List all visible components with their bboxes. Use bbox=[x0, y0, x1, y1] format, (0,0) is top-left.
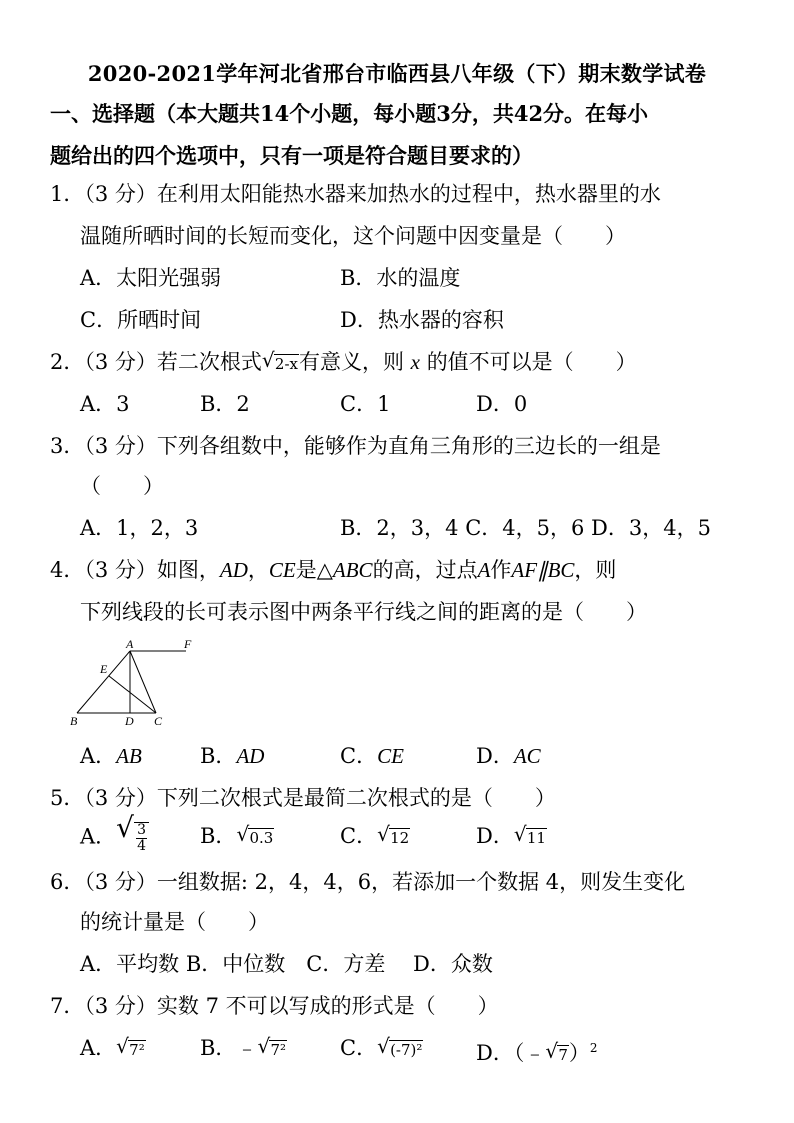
section-heading-line1: 一、选择题（本大题共14个小题，每小题3分，共42分。在每小 bbox=[50, 101, 649, 126]
q4-option-c bbox=[340, 742, 404, 770]
q4-text-e: 是△ bbox=[295, 558, 333, 582]
q6-stem-line2: 的统计量是（ ） bbox=[80, 910, 269, 934]
q3-options-bcd: B．2，3，4 C．4，5，6 D．3，4，5 bbox=[340, 516, 711, 540]
q2-radicand: 2-x bbox=[274, 354, 298, 373]
q5-option-d-radicand: 11 bbox=[526, 828, 546, 847]
q2-stem bbox=[50, 348, 637, 378]
q7-option-d-label: D．（﹣ bbox=[476, 1041, 546, 1065]
q7-option-c-radicand: (-7)² bbox=[390, 1040, 423, 1059]
q5-option-a-numerator: 3 bbox=[137, 822, 147, 838]
q3-stem-line1: 3．（3 分）下列各组数中，能够作为直角三角形的三边长的一组是 bbox=[50, 434, 661, 458]
q2-option-a: A．3 bbox=[80, 392, 130, 416]
q1-option-c: C．所晒时间 bbox=[80, 308, 202, 332]
q5-option-d-label: D． bbox=[476, 824, 514, 848]
q4-text-i: 作 bbox=[490, 558, 512, 582]
q7-option-b bbox=[200, 1034, 287, 1064]
line-ce bbox=[109, 676, 156, 713]
q3-stem-line2: （ ） bbox=[80, 474, 164, 498]
q7-option-a bbox=[80, 1034, 146, 1064]
q4-option-d-label: D． bbox=[476, 744, 514, 768]
q2-sqrt: √ 2-x bbox=[261, 347, 298, 373]
q5-option-b-radicand: 0.3 bbox=[249, 828, 274, 847]
q4-stem-line2: 下列线段的长可表示图中两条平行线之间的距离的是（ ） bbox=[80, 600, 647, 624]
q5-option-b bbox=[200, 822, 274, 852]
q7-option-a-sqrt: √ 7² bbox=[116, 1033, 145, 1059]
q7-option-b-radicand: 7² bbox=[270, 1040, 286, 1059]
q4-triangle-figure bbox=[62, 638, 202, 730]
q4-point-a: A bbox=[477, 558, 491, 582]
q4-option-a bbox=[80, 742, 142, 770]
q1-stem-line1: 1．（3 分）在利用太阳能热水器来加热水的过程中，热水器里的水 bbox=[50, 182, 661, 206]
q5-option-c-radicand: 12 bbox=[390, 828, 410, 847]
q7-stem: 7．（3 分）实数 7 不可以写成的形式是（ ） bbox=[50, 994, 499, 1018]
q1-option-a: A．太阳光强弱 bbox=[80, 266, 222, 290]
q4-option-b-label: B． bbox=[200, 744, 237, 768]
q5-option-a-label: A． bbox=[80, 824, 117, 849]
q7-option-d-tail: ） bbox=[568, 1041, 590, 1065]
q4-triangle-abc: ABC bbox=[332, 558, 373, 582]
q4-option-d bbox=[476, 742, 541, 770]
q2-option-d: D．0 bbox=[476, 392, 528, 416]
q6-stem-line1: 6．（3 分）一组数据: 2，4，4，6，若添加一个数据 4，则发生变化 bbox=[50, 870, 686, 894]
q5-stem: 5．（3 分）下列二次根式是最简二次根式的是（ ） bbox=[50, 786, 556, 810]
q5-option-a bbox=[80, 811, 149, 854]
q7-option-c bbox=[340, 1034, 423, 1064]
q1-option-d: D．热水器的容积 bbox=[340, 308, 504, 332]
q4-option-a-value: AB bbox=[116, 744, 142, 768]
q4-stem-line1 bbox=[50, 556, 616, 584]
q4-parallel-symbol: ∥ bbox=[537, 558, 548, 582]
q7-option-b-minus: ﹣ bbox=[236, 1036, 258, 1060]
line-ab bbox=[77, 651, 130, 713]
q5-option-b-label: B． bbox=[200, 824, 237, 848]
q4-option-c-value: CE bbox=[377, 744, 404, 768]
q2-prefix: 2．（3 分）若二次根式 bbox=[50, 350, 262, 374]
q7-option-c-label: C． bbox=[340, 1036, 378, 1060]
q4-option-b-value: AD bbox=[236, 744, 265, 768]
q5-option-a-sqrt: √ $\frac{3}{4}$ bbox=[116, 822, 149, 854]
q7-option-b-label: B． bbox=[200, 1036, 237, 1060]
q7-option-c-sqrt: √ (-7)² bbox=[377, 1033, 423, 1059]
q5-option-c bbox=[340, 822, 410, 852]
label-a: A bbox=[126, 638, 134, 651]
q4-seg-af: AF bbox=[511, 558, 538, 582]
q2-middle: 有意义，则 bbox=[298, 350, 404, 374]
q2-variable: x bbox=[410, 350, 420, 374]
exam-title: 2020-2021学年河北省邢台市临西县八年级（下）期末数学试卷 bbox=[87, 61, 707, 86]
label-e: E bbox=[100, 662, 108, 676]
q6-options: A．平均数 B．中位数 C．方差 D．众数 bbox=[80, 952, 493, 976]
q3-option-a: A．1，2，3 bbox=[80, 516, 199, 540]
q7-option-d-radicand: 7 bbox=[558, 1045, 568, 1064]
q4-option-b bbox=[200, 742, 264, 770]
q2-option-c: C．1 bbox=[340, 392, 391, 416]
q7-option-d-exponent: 2 bbox=[589, 1041, 598, 1055]
q5-option-d-sqrt: √ 11 bbox=[513, 821, 546, 847]
q4-option-a-label: A． bbox=[80, 744, 117, 768]
label-d: D bbox=[125, 714, 134, 728]
q7-option-b-sqrt: √ 7² bbox=[257, 1033, 286, 1059]
section-heading-line2: 题给出的四个选项中，只有一项是符合题目要求的） bbox=[50, 143, 533, 168]
q4-text-m: ，则 bbox=[574, 558, 617, 582]
q5-option-c-sqrt: √ 12 bbox=[377, 821, 410, 847]
label-c: C bbox=[154, 714, 163, 728]
q5-option-d bbox=[476, 822, 547, 852]
q5-option-b-sqrt: √ 0.3 bbox=[236, 821, 274, 847]
q4-text-c: ， bbox=[247, 558, 269, 582]
q4-seg-ad: AD bbox=[219, 558, 248, 582]
q2-suffix: 的值不可以是（ ） bbox=[426, 350, 637, 374]
label-b: B bbox=[70, 714, 78, 728]
q4-option-c-label: C． bbox=[340, 744, 378, 768]
q4-text-g: 的高，过点 bbox=[372, 558, 478, 582]
q7-option-a-label: A． bbox=[80, 1036, 117, 1060]
q1-option-b: B．水的温度 bbox=[340, 266, 461, 290]
q5-option-c-label: C． bbox=[340, 824, 378, 848]
q4-seg-bc: BC bbox=[547, 558, 575, 582]
q7-option-a-radicand: 7² bbox=[129, 1040, 145, 1059]
label-f: F bbox=[184, 638, 192, 651]
q4-text-a: 4．（3 分）如图， bbox=[50, 558, 220, 582]
q4-seg-ce: CE bbox=[268, 558, 296, 582]
q2-option-b: B．2 bbox=[200, 392, 250, 416]
q7-option-d bbox=[476, 1034, 598, 1069]
line-ac bbox=[130, 651, 156, 713]
q5-option-a-denominator: 4 bbox=[137, 838, 147, 854]
q1-stem-line2: 温随所晒时间的长短而变化，这个问题中因变量是（ ） bbox=[80, 224, 626, 248]
q4-option-d-value: AC bbox=[513, 744, 541, 768]
q7-option-d-sqrt: √ 7 bbox=[545, 1038, 568, 1064]
